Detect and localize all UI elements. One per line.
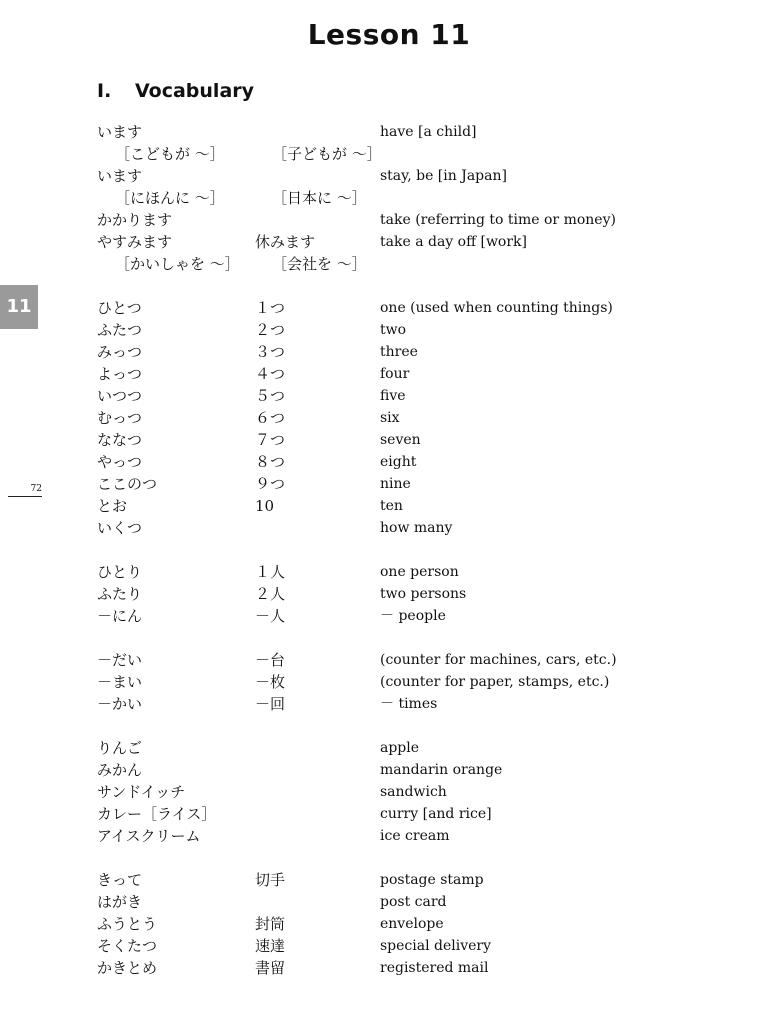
vocab-kana: ひとり xyxy=(97,563,143,581)
vocab-kana: かきとめ xyxy=(97,959,158,977)
vocab-kana: そくたつ xyxy=(97,937,158,955)
vocab-row xyxy=(0,297,768,319)
vocab-kanji: ［子どもが ～］ xyxy=(272,145,382,163)
vocab-row xyxy=(0,187,768,209)
vocab-row xyxy=(0,385,768,407)
vocab-kana: いつつ xyxy=(97,387,143,405)
vocab-kanji: －回 xyxy=(255,695,286,713)
vocab-english: mandarin orange xyxy=(380,762,503,778)
vocab-row xyxy=(0,143,768,165)
vocab-kana: －かい xyxy=(97,695,143,713)
vocab-english: ten xyxy=(380,498,403,514)
vocab-english: eight xyxy=(380,454,417,470)
vocab-kanji: １つ xyxy=(255,299,286,317)
vocab-english: envelope xyxy=(380,916,444,932)
vocab-english: take a day off [work] xyxy=(380,234,527,250)
vocab-english: postage stamp xyxy=(380,872,484,888)
vocab-row xyxy=(0,561,768,583)
vocab-row xyxy=(0,363,768,385)
vocab-kana: ［こどもが ～］ xyxy=(115,145,225,163)
vocab-kana: ［にほんに ～］ xyxy=(115,189,225,207)
section-number: I. xyxy=(97,80,112,102)
vocab-row xyxy=(0,913,768,935)
vocab-row xyxy=(0,803,768,825)
page-number: 72 xyxy=(30,484,42,494)
vocab-kana: ［かいしゃを ～］ xyxy=(115,255,240,273)
vocab-row xyxy=(0,209,768,231)
vocab-kana: ひとつ xyxy=(97,299,142,317)
vocab-kanji: ９つ xyxy=(255,475,286,493)
vocab-english: three xyxy=(380,344,418,360)
vocab-row xyxy=(0,759,768,781)
vocab-kanji: ４つ xyxy=(255,365,286,383)
vocab-row xyxy=(0,649,768,671)
vocab-kanji: １人 xyxy=(255,563,286,581)
vocab-kana: います xyxy=(97,123,143,141)
vocab-row xyxy=(0,737,768,759)
vocab-row xyxy=(0,451,768,473)
vocab-english: ice cream xyxy=(380,828,450,844)
vocab-kana: カレー［ライス］ xyxy=(97,805,217,823)
vocab-english: post card xyxy=(380,894,447,910)
vocab-kana: やすみます xyxy=(97,233,173,251)
vocab-kanji: ［日本に ～］ xyxy=(272,189,367,207)
vocab-english: － people xyxy=(380,608,446,624)
vocab-row xyxy=(0,341,768,363)
vocab-kana: いくつ xyxy=(97,519,143,537)
vocab-english: registered mail xyxy=(380,960,489,976)
vocab-row xyxy=(0,231,768,253)
vocab-english: how many xyxy=(380,520,453,536)
vocab-kanji: 休みます xyxy=(255,233,316,251)
vocab-english: one (used when counting things) xyxy=(380,300,613,316)
vocab-english: (counter for machines, cars, etc.) xyxy=(380,652,617,668)
vocab-kanji: ［会社を ～］ xyxy=(272,255,367,273)
vocab-english: one person xyxy=(380,564,459,580)
vocab-row xyxy=(0,517,768,539)
vocab-row xyxy=(0,165,768,187)
vocab-kana: みっつ xyxy=(97,343,143,361)
vocab-kana: ななつ xyxy=(97,431,143,449)
vocab-english: have [a child] xyxy=(380,124,477,140)
vocab-row xyxy=(0,473,768,495)
vocab-kana: アイスクリーム xyxy=(97,827,201,845)
vocab-kana: －にん xyxy=(97,607,143,625)
vocab-english: stay, be [in Japan] xyxy=(380,168,507,184)
vocab-kana: きって xyxy=(97,871,143,889)
vocab-english: (counter for paper, stamps, etc.) xyxy=(380,674,610,690)
vocab-row xyxy=(0,407,768,429)
section-title: Vocabulary xyxy=(135,80,255,102)
vocab-row xyxy=(0,121,768,143)
vocab-kana: －まい xyxy=(97,673,143,691)
vocab-row xyxy=(0,495,768,517)
vocab-row xyxy=(0,957,768,979)
vocab-row xyxy=(0,891,768,913)
vocab-row xyxy=(0,671,768,693)
vocab-english: seven xyxy=(380,432,421,448)
vocab-english: sandwich xyxy=(380,784,447,800)
vocab-kana: みかん xyxy=(97,761,143,779)
vocab-english: six xyxy=(380,410,400,426)
vocab-kanji: －枚 xyxy=(255,673,286,691)
vocab-kana: ここのつ xyxy=(97,475,158,493)
vocab-kana: ふたつ xyxy=(97,321,143,339)
vocab-row xyxy=(0,583,768,605)
vocab-kanji: ８つ xyxy=(255,453,286,471)
vocab-row xyxy=(0,605,768,627)
vocab-row xyxy=(0,429,768,451)
vocab-row xyxy=(0,693,768,715)
vocab-kana: りんご xyxy=(97,739,143,757)
vocab-row xyxy=(0,253,768,275)
vocab-kana: むっつ xyxy=(97,409,143,427)
vocab-kanji: ５つ xyxy=(255,387,286,405)
vocab-kanji: ６つ xyxy=(255,409,286,427)
vocab-kanji: ３つ xyxy=(255,343,286,361)
vocab-kanji: 10 xyxy=(255,497,275,515)
vocab-row xyxy=(0,781,768,803)
vocab-kana: よっつ xyxy=(97,365,143,383)
vocab-kana: います xyxy=(97,167,143,185)
vocab-kanji: 速達 xyxy=(255,937,286,955)
vocab-kanji: －人 xyxy=(255,607,286,625)
vocab-kana: ふたり xyxy=(97,585,143,603)
vocab-kanji: 封筒 xyxy=(255,915,286,933)
vocab-kana: はがき xyxy=(97,893,143,911)
vocab-kana: とお xyxy=(97,497,128,515)
lesson-side-tab: 11 xyxy=(0,285,38,329)
vocab-english: two xyxy=(380,322,407,338)
vocab-kanji: ２つ xyxy=(255,321,286,339)
vocab-kana: －だい xyxy=(97,651,143,669)
lesson-title: Lesson 11 xyxy=(307,18,471,51)
vocab-kanji: ２人 xyxy=(255,585,286,603)
vocab-english: special delivery xyxy=(380,938,492,954)
vocab-english: nine xyxy=(380,476,411,492)
vocab-kana: かかります xyxy=(97,211,173,229)
vocab-english: four xyxy=(380,366,410,382)
vocab-kanji: 書留 xyxy=(255,959,286,977)
vocab-english: take (referring to time or money) xyxy=(380,212,616,228)
vocab-english: － times xyxy=(380,696,438,712)
vocab-kana: やっつ xyxy=(97,453,143,471)
vocab-english: curry [and rice] xyxy=(380,806,492,822)
vocab-kanji: ７つ xyxy=(255,431,286,449)
vocab-english: five xyxy=(380,388,406,404)
vocab-row xyxy=(0,319,768,341)
vocab-english: apple xyxy=(380,740,420,756)
vocab-kanji: －台 xyxy=(255,651,286,669)
vocab-row xyxy=(0,869,768,891)
vocab-english: two persons xyxy=(380,586,467,602)
vocab-kana: ふうとう xyxy=(97,915,158,933)
vocab-row xyxy=(0,825,768,847)
vocab-kanji: 切手 xyxy=(255,871,286,889)
vocab-kana: サンドイッチ xyxy=(97,783,186,801)
vocab-row xyxy=(0,935,768,957)
